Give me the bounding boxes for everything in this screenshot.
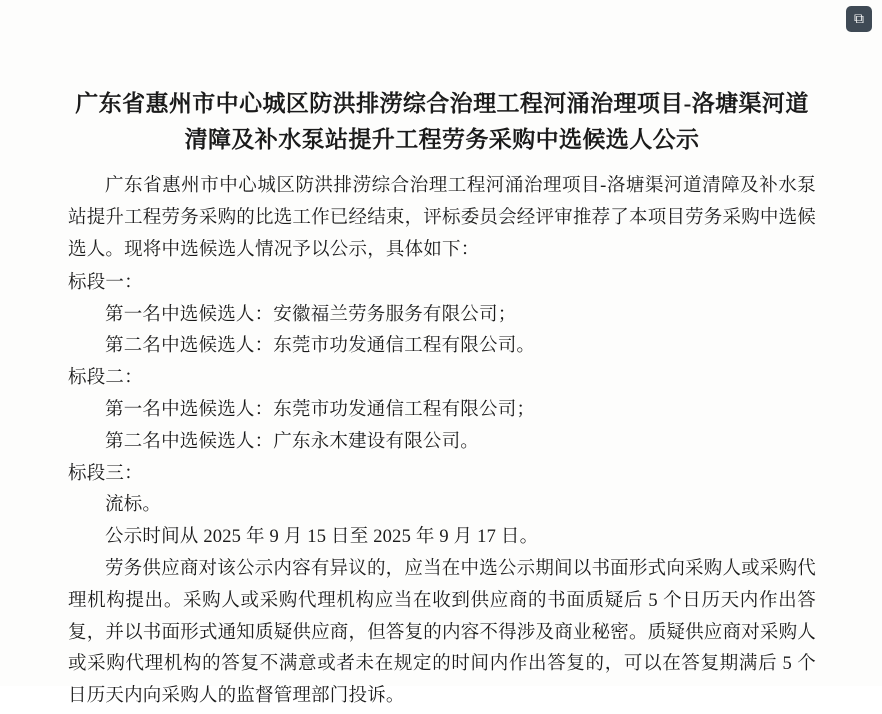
lot-2-candidate-2: 第二名中选候选人：广东永木建设有限公司。 [105, 431, 480, 452]
intro-paragraph: 广东省惠州市中心城区防洪排涝综合治理工程河涌治理项目-洛塘渠河道清障及补水泵站提升工程劳务采购的比选工作已经结束，评标委员会经评审推荐了本项目劳务采购中选候选人。现将中选候选人情况予以公示，具体如下： [68, 176, 817, 260]
screen-share-icon[interactable]: ⧉ [846, 6, 872, 32]
lot-1-candidate-1: 第一名中选候选人：安徽福兰劳务服务有限公司； [105, 304, 517, 325]
lot-2-candidate-1: 第一名中选候选人：东莞市功发通信工程有限公司； [105, 399, 536, 420]
page-title: 广东省惠州市中心城区防洪排涝综合治理工程河涌治理项目-洛塘渠河道清障及补水泵站提升工程劳务采购中选候选人公示 [75, 91, 809, 152]
lot-1-label: 标段一： [68, 272, 143, 293]
lot-1-candidate-2: 第二名中选候选人：东莞市功发通信工程有限公司。 [105, 336, 536, 357]
lot-3-label: 标段三： [68, 463, 143, 484]
lot-2-label: 标段二： [68, 368, 143, 389]
notice-period: 公示时间从 2025 年 9 月 15 日至 2025 年 9 月 17 日。 [105, 527, 539, 548]
objection-paragraph: 劳务供应商对该公示内容有异议的，应当在中选公示期间以书面形式向采购人或采购代理机构提出。采购人或采购代理机构应当在收到供应商的书面质疑后 5 个日历天内作出答复，并以书面形式通知质疑供应商，但答复的内容不得涉及商业秘密。质疑供应商对采购人或采购代理机构的答复不满意或者未在规定的时间内作出答复的，可以在答复期满后 5 个日历天内向采购人的监督管理部门投诉。 [68, 559, 817, 707]
lot-3-result: 流标。 [105, 495, 162, 516]
document-body [68, 86, 816, 714]
